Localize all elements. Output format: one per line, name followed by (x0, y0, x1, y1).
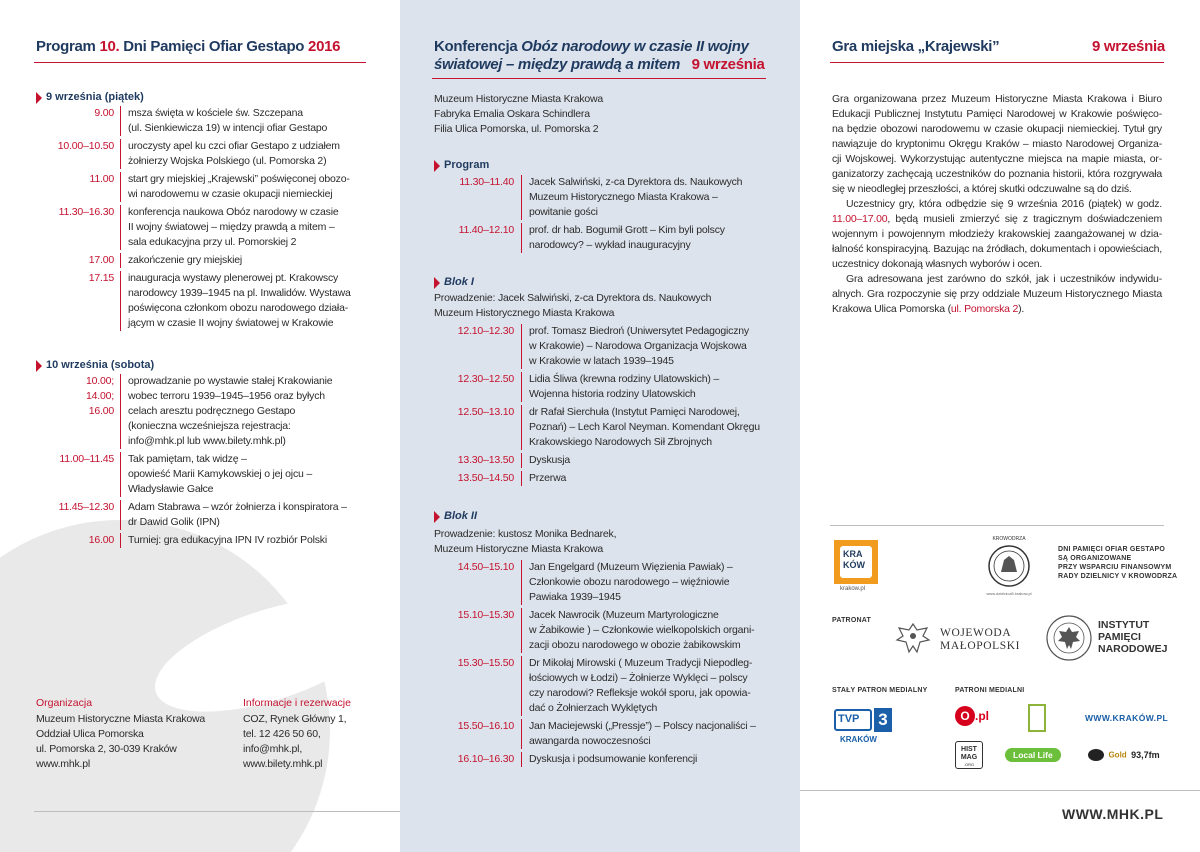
blok1-heading: Blok I (444, 276, 474, 288)
radio-gold-logo: Gold 93,7fm (1088, 746, 1160, 764)
krakow-logo-text: KÓW (843, 560, 865, 570)
org-line: Oddział Ulica Pomorska (36, 728, 144, 740)
title-rule (34, 62, 366, 63)
game-title: Gra miejska „Krajewski” (832, 38, 1000, 55)
footer-rule (34, 811, 400, 812)
blok1-moderator (434, 291, 774, 321)
krakow-url: krakow.pl (840, 586, 866, 592)
event-description: msza święta w kościele św. Szczepana (ul. Sienkiewicza 19) w intencji ofiar Gestapo (120, 106, 370, 136)
event-description: start gry miejskiej „Krajewski” poświęconej obozo- wi narodowemu w czasie okupacji niemieckiej (120, 172, 370, 202)
permanent-media-patron-label: STAŁY PATRON MEDIALNY (832, 687, 928, 694)
time-label: 17.00 (88, 254, 114, 266)
event-description: Jacek Nawrocik (Muzeum Martyrologiczne w Żabikowie ) – Członkowie wielkopolskich organi- zacji obozu narodowego w obozie żabikowskim (521, 608, 771, 653)
local-life-logo: Local Life (1005, 748, 1061, 762)
org-line: ul. Pomorska 2, 30-039 Kraków (36, 743, 177, 755)
ipn-seal-icon (1045, 614, 1093, 662)
program-title: Program 10. Dni Pamięci Ofiar Gestapo 2016 (36, 38, 341, 55)
event-description: Turniej: gra edukacyjna IPN IV rozbiór Polski (120, 533, 370, 548)
paragraph: Uczestnicy gry, która odbędzie się 9 września 2016 (piątek) w godz. 11.00–17.00, będą musieli zmierzyć się z tragicznym doświadczeniem wojennym i powojennym młodzieży krakowskiej zaangażowanej w dzia-łalność konspiracyjną. Bazując na źródłach, dokumentach i opowieściach, uczestnicy dokonają własnych wyborów i ocen. (832, 198, 1162, 270)
tickets-link[interactable]: www.bilety.mhk.pl (243, 758, 323, 770)
event-description: inauguracja wystawy plenerowej pt. Krakowscy narodowcy 1939–1945 na pl. Inwalidów. Wystawa poświęcona członkom obozu narodowego działa- jącym w czasie II wojny światowej w Krakowie (120, 271, 370, 331)
paragraph: Gra adresowana jest zarówno do szkół, jak i uczestników indywidu-alnych. Gra rozpoczynie się przy oddziale Muzeum Historycznego Miasta Krakowa Ulica Pomorska (ul. Pomorska 2). (832, 273, 1162, 315)
org-link[interactable]: www.mhk.pl (36, 758, 91, 770)
program-heading: Program (444, 159, 490, 171)
organization-heading: Organizacja (36, 697, 93, 709)
event-description: uroczysty apel ku czci ofiar Gestapo z udziałem żołnierzy Wojska Polskiego (ul. Pomorska 2) (120, 139, 370, 169)
organization-info (36, 712, 236, 772)
day-heading: 10 września (sobota) (46, 359, 155, 371)
phone-line: tel. 12 426 50 60, (243, 728, 321, 740)
conference-title: Konferencja Obóz narodowy w czasie II wojny światowej – między prawdą a mitem 9 września (434, 38, 765, 73)
event-description: Jan Maciejewski („Pressje”) – Polscy nacjonaliści – awangarda nowoczesności (521, 719, 771, 749)
moderator-line: Prowadzenie: Jacek Salwiński, z-ca Dyrektora ds. Naukowych (434, 292, 712, 304)
time-label: 11.40–12.10 (458, 224, 514, 236)
time-label: 10.00–10.50 (57, 140, 114, 152)
krowodrza-url: www.dzielnica5.krakow.pl (986, 591, 1032, 596)
paragraph: Gra organizowana przez Muzeum Historyczne Miasta Krakowa i Biuro Edukacji Publicznej Instytutu Pamięci Narodowej w Krakowie poświęco-na będzie obozowi narodowemu w czasie okupacji niemieckiej. Tytuł gry nawiązuje do kryptonimu Okręgu Kraków – miasto Narodowej Organiza-cji Wojskowej. Wykorzystując autentyczne miejsca na mapie miasta, or-ganizatorzy zachęcają uczestników do poznania historii, która rozgrywała się w nieodległej przeszłości, a której skutki odczuwalne są do dziś. (832, 93, 1162, 195)
tvp-number: 3 (874, 708, 892, 732)
tvp-text: TVP (838, 713, 860, 725)
tvp-city: KRAKÓW (840, 735, 877, 744)
ipn-logo: INSTYTUT PAMIĘCI NARODOWEJ (1098, 619, 1168, 655)
time-label: 15.30–15.50 (457, 657, 514, 669)
histmag-logo: HIST MAG .ORG (955, 741, 983, 769)
time-label: 10.00; 14.00; 16.00 (86, 375, 114, 417)
time-label: 15.10–15.30 (457, 609, 514, 621)
event-description: Jacek Salwiński, z-ca Dyrektora ds. Naukowych Muzeum Historycznego Miasta Krakowa – powitanie gości (521, 175, 771, 220)
sponsor-rule (830, 525, 1164, 526)
info-heading: Informacje i rezerwacje (243, 697, 351, 709)
wojewoda-logo: WOJEWODA MAŁOPOLSKI (940, 627, 1021, 652)
media-patrons-label: PATRONI MEDIALNI (955, 687, 1025, 694)
event-description: Adam Stabrawa – wzór żołnierza i konspiratora – dr Dawid Golik (IPN) (120, 500, 370, 530)
email-link[interactable]: info@mhk.pl, (243, 743, 303, 755)
event-description: Przerwa (521, 471, 771, 486)
event-description: zakończenie gry miejskiej (120, 253, 370, 268)
day-heading: 9 września (piątek) (46, 91, 144, 103)
krowodrza-label: KROWODRZA (992, 536, 1026, 542)
event-description: Dr Mikołaj Mirowski ( Muzeum Tradycji Niepodleg- łościowych w Łodzi) – Żołnierze Wyklęci – polscy czy narodowi? Refleksje wokół sporu, jak opowia- dać o Żołnierzach Wyklętych (521, 656, 771, 716)
event-description: prof. Tomasz Biedroń (Uniwersytet Pedagogiczny w Krakowie) – Narodowa Organizacja Wojskowa w Krakowie w latach 1939–1945 (521, 324, 771, 369)
krakowska-logo (1028, 704, 1046, 732)
time-label: 11.30–11.40 (459, 176, 514, 188)
krowodrza-emblem (984, 536, 1034, 594)
krakow-www-logo: WWW.KRAKÓW.PL (1085, 713, 1169, 723)
event-description: Tak pamiętam, tak widzę – opowieść Marii Kamykowskiej o jej ojcu – Władysławie Gałce (120, 452, 370, 497)
time-label: 13.50–14.50 (457, 472, 514, 484)
moderator-line: Prowadzenie: kustosz Monika Bednarek, (434, 528, 617, 540)
event-description: konferencja naukowa Obóz narodowy w czasie II wojny światowej – między prawdą a mitem – sala edukacyjna przy ul. Pomorskiej 2 (120, 205, 370, 250)
game-description (832, 92, 1162, 317)
event-description: dr Rafał Sierchuła (Instytut Pamięci Narodowej, Poznań) – Lech Karol Neyman. Komendant Okręgu Krakowskiego Narodowych Sił Zbrojnych (521, 405, 771, 450)
time-label: 11.00–11.45 (59, 453, 114, 465)
event-description: Jan Engelgard (Muzeum Więzienia Pawiak) – Członkowie obozu narodowego – więźniowie Pawiaka 1939–1945 (521, 560, 771, 605)
org-line: Muzeum Historyczne Miasta Krakowa (36, 713, 206, 725)
patronat-label: PATRONAT (832, 617, 871, 624)
event-description: Lidia Śliwa (krewna rodziny Ulatowskich) – Wojenna historia rodziny Ulatowskich (521, 372, 771, 402)
time-label: 12.30–12.50 (457, 373, 514, 385)
tvp3-logo (834, 709, 890, 733)
krakow-logo (834, 540, 878, 584)
krakow-logo-text: KRA (843, 549, 863, 559)
time-label: 11.00 (89, 173, 114, 185)
time-label: 12.10–12.30 (457, 325, 514, 337)
time-label: 13.30–13.50 (457, 454, 514, 466)
venue-line: Filia Ulica Pomorska, ul. Pomorska 2 (434, 123, 599, 135)
moderator-line: Muzeum Historyczne Miasta Krakowa (434, 543, 604, 555)
moderator-line: Muzeum Historycznego Miasta Krakowa (434, 307, 615, 319)
event-description: Dyskusja (521, 453, 771, 468)
time-label: 16.00 (88, 534, 114, 546)
time-label: 12.50–13.10 (457, 406, 514, 418)
title-rule (432, 78, 766, 79)
venue-line: Muzeum Historyczne Miasta Krakowa (434, 93, 604, 105)
blok2-moderator (434, 527, 774, 557)
info-contact (243, 712, 393, 772)
venue-line: Fabryka Emalia Oskara Schindlera (434, 108, 590, 120)
blok2-heading: Blok II (444, 510, 478, 522)
time-label: 16.10–16.30 (457, 753, 514, 765)
event-description: oprowadzanie po wystawie stałej Krakowianie wobec terroru 1939–1945–1956 oraz byłych celach aresztu podręcznego Gestapo (konieczna wcześniejsza rejestracja: info@mhk.pl lub www.bilety.mhk.pl) (120, 374, 370, 449)
venue (434, 92, 764, 137)
onet-logo: O .pl (955, 706, 989, 726)
event-description: prof. dr hab. Bogumił Grott – Kim byli polscy narodowcy? – wykład inauguracyjny (521, 223, 771, 253)
website-link[interactable]: WWW.MHK.PL (1062, 806, 1164, 822)
time-label: 11.45–12.30 (58, 501, 114, 513)
event-description: Dyskusja i podsumowanie konferencji (521, 752, 771, 767)
support-note: DNI PAMIĘCI OFIAR GESTAPO SĄ ORGANIZOWANE PRZY WSPARCIU FINANSOWYM RADY DZIELNICY V KROWODRZA (1058, 546, 1178, 580)
info-line: COZ, Rynek Główny 1, (243, 713, 347, 725)
footer-rule (800, 790, 1200, 791)
time-label: 15.50–16.10 (457, 720, 514, 732)
title-rule (830, 62, 1164, 63)
eagle-icon (893, 618, 933, 658)
time-label: 14.50–15.10 (457, 561, 514, 573)
time-label: 17.15 (88, 272, 114, 284)
time-label: 11.30–16.30 (58, 206, 114, 218)
game-date: 9 września (1092, 38, 1165, 55)
time-label: 9.00 (94, 107, 114, 119)
crest-icon (984, 542, 1034, 592)
